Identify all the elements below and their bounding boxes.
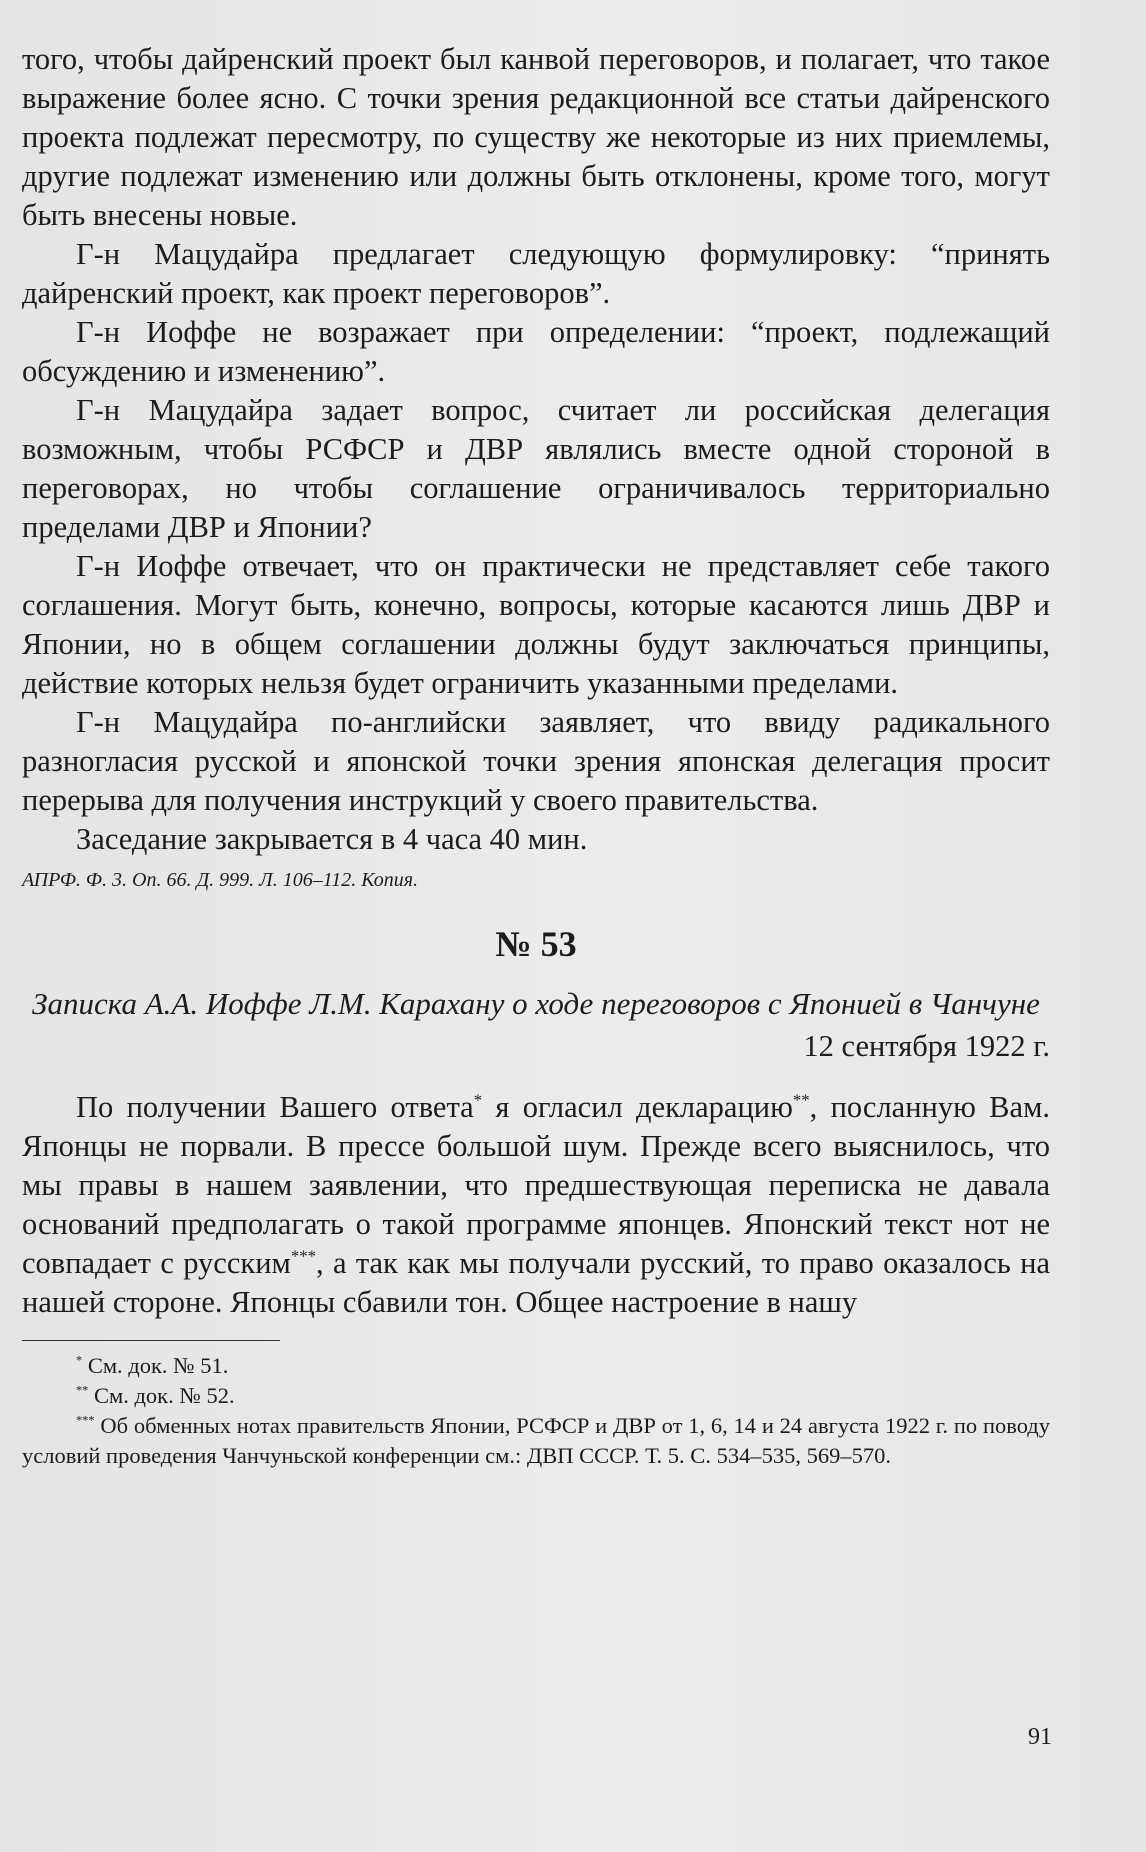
paragraph: Г-н Мацудайра по-английски заявляет, что ввиду радикального разногласия русской и японской точки зрения японская делегация просит перерыва для получения инструкций у своего правительства. <box>22 705 1050 817</box>
letter-paragraph <box>22 1088 1050 1322</box>
letter-text <box>22 1088 1050 1322</box>
letter-segment: , посланную Вам. Японцы не порвали. В прессе большой шум. Прежде всего выяснилось, что мы правы в нашем заявлении, что предшествующая переписка не давала оснований предполагать о такой программе японцев. Японский текст нот не совпадает с русским <box>22 1090 1050 1280</box>
paragraph: Заседание закрывается в 4 часа 40 мин. <box>76 822 588 856</box>
document-number: № 53 <box>495 924 577 964</box>
footnote-mark: * <box>76 1353 83 1368</box>
letter-segment: По получении Вашего ответа <box>76 1090 474 1124</box>
footnote-divider <box>22 1340 280 1341</box>
footnote <box>22 1381 1050 1411</box>
document-title: Записка А.А. Иоффе Л.М. Карахану о ходе переговоров с Японией в Чанчуне <box>32 986 1040 1021</box>
paragraph: Г-н Мацудайра задает вопрос, считает ли российская делегация возможным, чтобы РСФСР и ДВР являлись вместе одной стороной в переговорах, но чтобы соглашение ограничивалось территориально пределами ДВР и Японии? <box>22 393 1050 544</box>
page-number: 91 <box>1028 1724 1052 1750</box>
footnote-marker: *** <box>290 1246 316 1266</box>
archive-citation: АПРФ. Ф. 3. Оп. 66. Д. 999. Л. 106–112. Копия. <box>22 869 419 891</box>
footnotes <box>22 1351 1050 1471</box>
footnote-text: См. док. № 52. <box>88 1383 235 1408</box>
footnote-mark: *** <box>76 1413 95 1428</box>
footnote <box>22 1351 1050 1381</box>
paragraph: того, чтобы дайренский проект был канвой переговоров, и полагает, что такое выражение более ясно. С точки зрения редакционной все статьи дайренского проекта подлежат пересмотру, по существу же некоторые из них приемлемы, другие подлежат изменению или должны быть отклонены, кроме того, могут быть внесены новые. <box>22 42 1050 232</box>
letter-segment: , а так как мы получали русский, то право оказалось на нашей стороне. Японцы сбавили тон. Общее настроение в нашу <box>22 1246 1050 1319</box>
footnote-text: См. док. № 51. <box>82 1353 229 1378</box>
footnote-marker: * <box>473 1090 483 1110</box>
letter-segment: я огласил декларацию <box>482 1090 793 1124</box>
meeting-minutes-text <box>22 40 1050 859</box>
footnote-marker: ** <box>792 1090 810 1110</box>
paragraph: Г-н Иоффе не возражает при определении: “проект, подлежащий обсуждению и изменению”. <box>22 315 1050 388</box>
paragraph: Г-н Мацудайра предлагает следующую формулировку: “принять дайренский проект, как проект переговоров”. <box>22 237 1050 310</box>
footnote <box>22 1411 1050 1471</box>
paragraph: Г-н Иоффе отвечает, что он практически не представляет себе такого соглашения. Могут быть, конечно, вопросы, которые касаются лишь ДВР и Японии, но в общем соглашении должны будут заключаться принципы, действие которых нельзя будет ограничить указанными пределами. <box>22 549 1050 700</box>
footnote-mark: ** <box>76 1383 89 1398</box>
document-date: 12 сентября 1922 г. <box>803 1029 1050 1063</box>
footnote-text: Об обменных нотах правительств Японии, РСФСР и ДВР от 1, 6, 14 и 24 августа 1922 г. по поводу условий проведения Чанчуньской конференции см.: ДВП СССР. Т. 5. С. 534–535, 569–570. <box>22 1413 1050 1468</box>
